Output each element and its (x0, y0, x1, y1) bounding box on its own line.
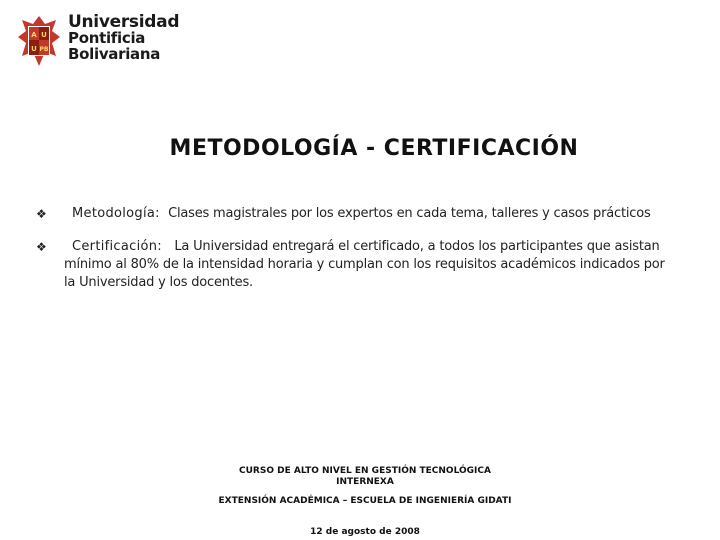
diamond-bullet-icon: ❖ (36, 207, 47, 221)
university-logo (16, 14, 179, 68)
list-item (64, 238, 674, 292)
item-description: La Universidad entregará el certificado, a todos los participantes que asistan mínimo al 80% de la intensidad horaria y cumplan con los requisitos académicos indicados por la Universidad y los docentes. (64, 239, 665, 290)
footer-date: 12 de agosto de 2008 (310, 527, 420, 537)
item-description: Clases magistrales por los expertos en cada tema, talleres y casos prácticos (168, 206, 651, 221)
diamond-bullet-icon: ❖ (36, 240, 47, 254)
university-name-line: Pontificia (68, 29, 146, 47)
university-name-line: Universidad (68, 12, 180, 32)
page-title: METODOLOGÍA - CERTIFICACIÓN (169, 136, 579, 161)
university-name-line: Bolivariana (68, 45, 161, 63)
university-shield-icon (16, 14, 62, 68)
shield-letter: A (31, 31, 37, 39)
item-term: Metodología: (72, 206, 160, 221)
list-item (72, 205, 682, 223)
shield-letter: U (31, 45, 37, 53)
shield-letter: PB (39, 46, 49, 53)
footer-department: EXTENSIÓN ACADÉMICA – ESCUELA DE INGENIERÍA GIDATI (218, 496, 512, 506)
shield-letter: U (41, 31, 47, 39)
university-name (68, 14, 179, 62)
footer-course: CURSO DE ALTO NIVEL EN GESTIÓN TECNOLÓGICA INTERNEXA (239, 466, 491, 487)
item-term: Certificación: (72, 239, 162, 254)
